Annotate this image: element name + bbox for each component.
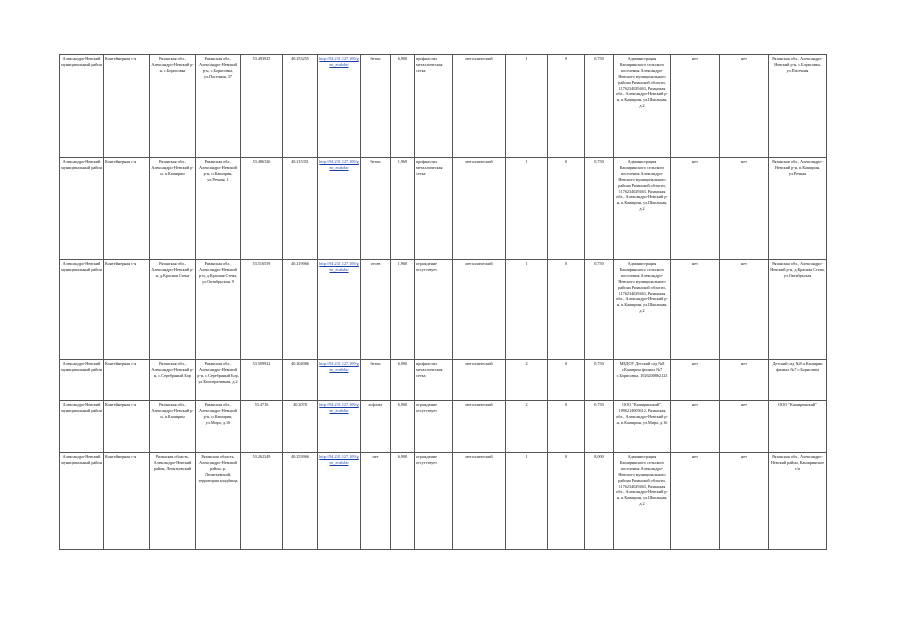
volume-cell-text: 0,750 — [594, 361, 604, 366]
container-type-cell — [453, 55, 506, 158]
longitude-cell — [283, 158, 318, 260]
address-locality-cell-text: Рязанская обл., Александро-Невский р-н, п.Каширин — [151, 402, 194, 419]
container-type-cell-text: металлический — [465, 56, 493, 61]
volume-cell — [585, 453, 614, 550]
container-count-cell — [506, 401, 548, 453]
address-full-cell — [196, 55, 241, 158]
address-locality-cell-text: Рязанская обл., Александро-Невский р-н, с.Борисовка — [151, 56, 194, 73]
planned-count-cell-text: 0 — [564, 454, 568, 459]
waste-sources-cell-text: Детский сад №8 п.Каширин филиал №7 с.Борисовка — [772, 361, 823, 372]
surface-cell-text: отсев — [370, 261, 381, 266]
fence-cell-text: профнастил металлическая сетка — [416, 361, 443, 378]
site-kind-cell-text: Контейнерная с-я — [105, 361, 137, 366]
map-link-text[interactable]: http://94.231.127.109/geo_ecalobo — [319, 56, 359, 67]
container-type-cell-text: металлический — [465, 402, 493, 407]
map-link-text[interactable]: http://94.231.127.109/geo_ecalobo — [319, 361, 359, 372]
district-cell — [60, 260, 104, 360]
site-kind-cell-text: Контейнерная с-я — [105, 261, 137, 266]
separate-planned-cell-text: нет — [741, 454, 747, 459]
registry-sheet — [59, 54, 826, 550]
waste-sources-cell — [769, 453, 827, 550]
map-link[interactable] — [318, 158, 361, 260]
separate-collection-cell-text: нет — [692, 361, 698, 366]
volume-cell — [585, 158, 614, 260]
surface-cell-text: бетон — [370, 159, 381, 164]
owner-cell-text: Администрация Каширинского сельского поселения Александро-Невского муниципального района Рязанской области, 1176234029463, Рязанская обл., Александро-Невский р-н, п.Каширин, ул.Школьная, д.2 — [616, 454, 668, 507]
container-count-cell — [506, 158, 548, 260]
address-full-cell-text: Рязанская область, Александро-Невский район, р. Леонтьевский, территория кладбища — [198, 454, 238, 483]
waste-sources-cell-text: Рязанская обл., Александро-Невский р-н, д.Красная Стена, ул.Октябрьская — [770, 261, 825, 278]
separate-planned-cell-text: нет — [741, 361, 747, 366]
table-row — [60, 401, 827, 453]
table-row — [60, 55, 827, 158]
separate-collection-cell — [671, 55, 720, 158]
planned-count-cell-text: 0 — [564, 361, 568, 366]
longitude-cell-text: 40.253255 — [291, 56, 309, 61]
site-kind-cell — [104, 158, 150, 260]
district-cell-text: Александро-Невский муниципальный район — [61, 454, 102, 465]
longitude-cell-text: 40.2078 — [293, 402, 307, 407]
district-cell-text: Александро-Невский муниципальный район — [61, 402, 102, 413]
waste-site-registry-table — [59, 54, 827, 550]
longitude-cell-text: 40.253966 — [291, 454, 309, 459]
site-kind-cell-text: Контейнерная с-я — [105, 159, 137, 164]
planned-count-cell — [548, 260, 585, 360]
container-count-cell — [506, 360, 548, 401]
area-cell — [391, 453, 415, 550]
fence-cell-text: ограждение отсутствует — [416, 402, 437, 413]
latitude-cell-text: 53.493925 — [252, 56, 271, 61]
owner-cell-text: Администрация Каширинского сельского поселения Александро-Невского муниципального района Рязанской области, 1176234029463, Рязанская обл., Александро-Невский р-н, п.Каширин, ул.Школьная, д.2 — [616, 159, 668, 212]
area-cell — [391, 360, 415, 401]
container-type-cell — [453, 158, 506, 260]
container-type-cell-text: металлический — [465, 361, 493, 366]
site-kind-cell — [104, 360, 150, 401]
site-kind-cell-text: Контейнерная с-я — [105, 454, 137, 459]
address-full-cell-text: Рязанская обл., Александро-Невский р-н, с.Борисовка, ул.Пасечная, 37 — [199, 56, 237, 79]
owner-cell — [614, 453, 671, 550]
area-cell — [391, 55, 415, 158]
separate-planned-cell — [720, 260, 769, 360]
fence-cell — [415, 158, 453, 260]
container-count-cell-text: 1 — [525, 454, 528, 459]
area-cell-text: 6,900 — [397, 361, 408, 366]
fence-cell-text: ограждение отсутствует — [416, 261, 437, 272]
separate-planned-cell-text: нет — [741, 261, 747, 266]
volume-cell — [585, 360, 614, 401]
fence-cell — [415, 453, 453, 550]
container-count-cell-text: 1 — [525, 261, 528, 266]
planned-count-cell-text: 0 — [564, 56, 568, 61]
site-kind-cell — [104, 453, 150, 550]
separate-collection-cell-text: нет — [692, 159, 698, 164]
separate-collection-cell — [671, 158, 720, 260]
address-full-cell-text: Рязанская обл., Александро-Невский р-н, п.Каширин, ул.Мира, д.16 — [199, 402, 237, 425]
fence-cell — [415, 55, 453, 158]
site-kind-cell — [104, 260, 150, 360]
district-cell — [60, 55, 104, 158]
longitude-cell — [283, 55, 318, 158]
address-full-cell — [196, 453, 241, 550]
surface-cell — [361, 401, 391, 453]
address-locality-cell — [150, 453, 196, 550]
volume-cell-text: 0,750 — [594, 261, 604, 266]
area-cell — [391, 158, 415, 260]
separate-planned-cell — [720, 401, 769, 453]
latitude-cell — [241, 260, 283, 360]
planned-count-cell-text: 0 — [564, 261, 568, 266]
latitude-cell — [241, 55, 283, 158]
surface-cell — [361, 453, 391, 550]
registry-rows — [60, 55, 827, 550]
volume-cell-text: 0,750 — [594, 402, 604, 407]
container-count-cell-text: 2 — [525, 402, 528, 407]
site-kind-cell — [104, 401, 150, 453]
surface-cell-text: асфальт — [368, 402, 383, 407]
separate-planned-cell — [720, 453, 769, 550]
container-type-cell — [453, 260, 506, 360]
longitude-cell — [283, 453, 318, 550]
surface-cell — [361, 260, 391, 360]
container-count-cell-text: 1 — [525, 159, 528, 164]
separate-collection-cell-text: нет — [692, 56, 698, 61]
surface-cell — [361, 360, 391, 401]
district-cell — [60, 453, 104, 550]
separate-collection-cell — [671, 401, 720, 453]
district-cell — [60, 360, 104, 401]
map-link-text[interactable]: http://94.231.127.109/geo_ecalobo — [319, 261, 359, 272]
site-kind-cell — [104, 55, 150, 158]
planned-count-cell — [548, 55, 585, 158]
owner-cell-text: ООО "Каширинский", 1096214005612, Рязанская обл., Александро-Невский р-н, п.Каширин, ул.Мира, д.16 — [616, 402, 668, 425]
separate-collection-cell-text: нет — [692, 454, 698, 459]
waste-sources-cell — [769, 260, 827, 360]
owner-cell — [614, 260, 671, 360]
latitude-cell-text: 53.516559 — [252, 261, 271, 266]
planned-count-cell — [548, 453, 585, 550]
address-locality-cell-text: Рязанская обл., Александро-Невский р-н, с.Серебряный Бор — [151, 361, 194, 378]
map-link[interactable] — [318, 260, 361, 360]
separate-planned-cell — [720, 55, 769, 158]
address-locality-cell — [150, 360, 196, 401]
address-locality-cell — [150, 260, 196, 360]
area-cell — [391, 401, 415, 453]
separate-collection-cell — [671, 360, 720, 401]
fence-cell-text: профнастил металлическая сетка — [416, 159, 443, 176]
surface-cell-text: нет — [372, 454, 379, 459]
separate-planned-cell-text: нет — [741, 56, 747, 61]
waste-sources-cell-text: ООО "Каширинский" — [778, 402, 817, 407]
fence-cell — [415, 360, 453, 401]
separate-collection-cell-text: нет — [692, 402, 698, 407]
planned-count-cell-text: 0 — [564, 402, 568, 407]
container-count-cell — [506, 453, 548, 550]
volume-cell-text: 8,000 — [594, 454, 604, 459]
area-cell-text: 6,900 — [397, 402, 408, 407]
address-full-cell — [196, 360, 241, 401]
planned-count-cell — [548, 401, 585, 453]
map-link-text[interactable]: http://94.231.127.109/geo_ecalobo — [319, 159, 359, 170]
volume-cell-text: 0,750 — [594, 56, 604, 61]
waste-sources-cell — [769, 401, 827, 453]
table-row — [60, 260, 827, 360]
address-locality-cell — [150, 401, 196, 453]
address-locality-cell — [150, 55, 196, 158]
address-locality-cell-text: Рязанская обл., Александро-Невский р-н, п.Каширин — [151, 159, 194, 176]
address-full-cell — [196, 260, 241, 360]
table-row — [60, 158, 827, 260]
fence-cell — [415, 260, 453, 360]
separate-collection-cell-text: нет — [692, 261, 698, 266]
owner-cell — [614, 158, 671, 260]
latitude-cell — [241, 401, 283, 453]
longitude-cell-text: 40.204086 — [291, 361, 309, 366]
owner-cell — [614, 360, 671, 401]
latitude-cell-text: 53.486326 — [252, 159, 271, 164]
volume-cell — [585, 55, 614, 158]
address-locality-cell-text: Рязанская обл., Александро-Невский р-н, д.Красная Стена — [151, 261, 194, 278]
waste-sources-cell — [769, 55, 827, 158]
address-full-cell-text: Рязанская обл., Александро-Невский р-н, с.Серебряный Бор, ул.Кооперативная, д.2 — [197, 361, 239, 384]
owner-cell — [614, 55, 671, 158]
waste-sources-cell — [769, 360, 827, 401]
map-link[interactable] — [318, 360, 361, 401]
planned-count-cell — [548, 360, 585, 401]
waste-sources-cell-text: Рязанская обл., Александро-Невский р-н, п.Каширин, ул.Речная — [772, 159, 823, 176]
address-full-cell-text: Рязанская обл., Александро-Невский р-н, п.Каширин, ул.Речная, 1 — [199, 159, 237, 182]
volume-cell — [585, 401, 614, 453]
district-cell-text: Александро-Невский муниципальный район — [61, 159, 102, 170]
surface-cell-text: бетон — [370, 361, 381, 366]
address-locality-cell — [150, 158, 196, 260]
longitude-cell-text: 40.215351 — [291, 159, 309, 164]
owner-cell — [614, 401, 671, 453]
district-cell — [60, 401, 104, 453]
container-type-cell — [453, 360, 506, 401]
fence-cell-text: профнастил металлическая сетка — [416, 56, 443, 73]
surface-cell — [361, 55, 391, 158]
address-full-cell — [196, 158, 241, 260]
container-count-cell-text: 2 — [525, 361, 528, 366]
area-cell — [391, 260, 415, 360]
container-type-cell — [453, 401, 506, 453]
district-cell-text: Александро-Невский муниципальный район — [61, 261, 102, 272]
area-cell-text: 6,900 — [397, 56, 408, 61]
map-link-text[interactable]: http://94.231.127.109/geo_ecalobo — [319, 454, 359, 465]
owner-cell-text: МБДОУ Детский сад №8 г.Каширин филиал №7 с.Борисовка, 1026200862123 — [616, 361, 668, 378]
volume-cell — [585, 260, 614, 360]
latitude-cell — [241, 453, 283, 550]
latitude-cell — [241, 158, 283, 260]
area-cell-text: 1,969 — [397, 159, 408, 164]
owner-cell-text: Администрация Каширинского сельского поселения Александро-Невского муниципального района Рязанской области, 1176234029463, Рязанская обл., Александро-Невский р-н, п.Каширин, ул.Школьная, д.2 — [616, 261, 668, 314]
site-kind-cell-text: Контейнерная с-я — [105, 402, 137, 407]
district-cell-text: Александро-Невский муниципальный район — [61, 56, 102, 67]
area-cell-text: 6,900 — [397, 454, 408, 459]
separate-planned-cell — [720, 360, 769, 401]
latitude-cell-text: 53.262349 — [252, 454, 271, 459]
separate-planned-cell-text: нет — [741, 402, 747, 407]
waste-sources-cell — [769, 158, 827, 260]
waste-sources-cell-text: Рязанская обл., Александро-Невский р-н, с.Борисовка, ул.Пасечная — [772, 56, 823, 73]
container-count-cell-text: 1 — [525, 56, 528, 61]
container-type-cell — [453, 453, 506, 550]
planned-count-cell-text: 0 — [564, 159, 568, 164]
longitude-cell-text: 40.219066 — [291, 261, 309, 266]
longitude-cell — [283, 360, 318, 401]
map-link[interactable] — [318, 401, 361, 453]
district-cell — [60, 158, 104, 260]
container-type-cell-text: металлический — [465, 159, 493, 164]
longitude-cell — [283, 260, 318, 360]
separate-collection-cell — [671, 453, 720, 550]
latitude-cell-text: 53.509922 — [252, 361, 271, 366]
table-row — [60, 360, 827, 401]
latitude-cell-text: 53.4716 — [254, 402, 269, 407]
latitude-cell — [241, 360, 283, 401]
container-type-cell-text: металлический — [465, 454, 493, 459]
separate-planned-cell-text: нет — [741, 159, 747, 164]
container-count-cell — [506, 260, 548, 360]
surface-cell-text: бетон — [370, 56, 381, 61]
fence-cell — [415, 401, 453, 453]
address-full-cell-text: Рязанская обл., Александро-Невский р-н, д.Красная Стена, ул.Октябрьская, 9 — [198, 261, 238, 284]
surface-cell — [361, 158, 391, 260]
table-row — [60, 453, 827, 550]
waste-sources-cell-text: Рязанская обл., Александро-Невский район, Каширинское с/п — [770, 454, 825, 471]
map-link[interactable] — [318, 55, 361, 158]
map-link[interactable] — [318, 453, 361, 550]
volume-cell-text: 0,750 — [594, 159, 604, 164]
site-kind-cell-text: Контейнерная с-я — [105, 56, 137, 61]
planned-count-cell — [548, 158, 585, 260]
separate-planned-cell — [720, 158, 769, 260]
address-full-cell — [196, 401, 241, 453]
map-link-text[interactable]: http://94.231.127.109/geo_ecalobo — [319, 402, 359, 413]
container-type-cell-text: металлический — [465, 261, 493, 266]
longitude-cell — [283, 401, 318, 453]
address-locality-cell-text: Рязанская область, Александро-Невский район, Леонтьевский — [153, 454, 192, 471]
owner-cell-text: Администрация Каширинского сельского поселения Александро-Невского муниципального района Рязанской области, 1176234029463, Рязанская обл., Александро-Невский р-н, п.Каширин, ул.Школьная, д.2 — [616, 56, 668, 109]
fence-cell-text: ограждение отсутствует — [416, 454, 437, 465]
district-cell-text: Александро-Невский муниципальный район — [61, 361, 102, 372]
container-count-cell — [506, 55, 548, 158]
area-cell-text: 1,960 — [397, 261, 408, 266]
separate-collection-cell — [671, 260, 720, 360]
